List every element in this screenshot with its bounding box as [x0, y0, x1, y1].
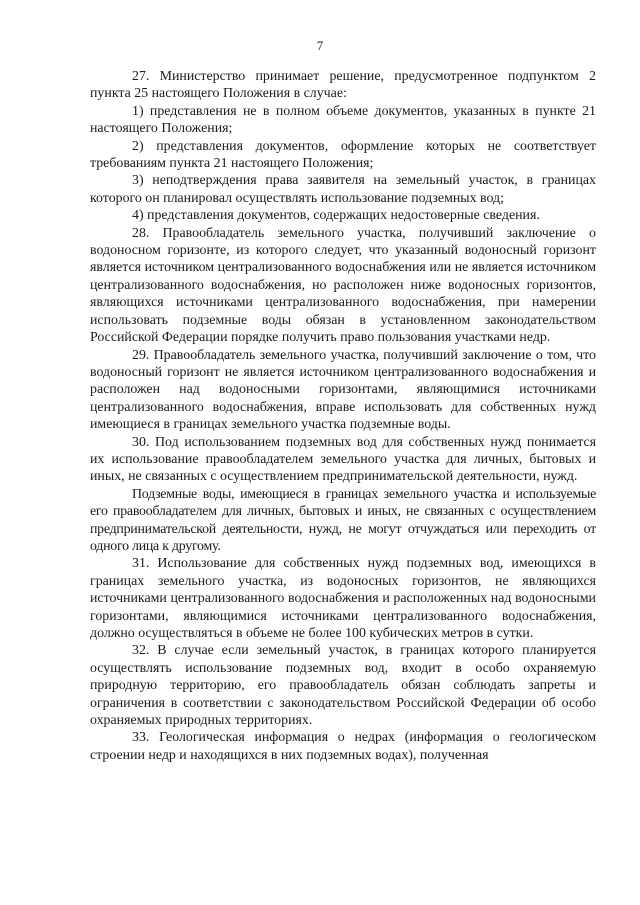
paragraph-28: 28. Правообладатель земельного участка, получивший заключение о водоносном горизонте, из которого следует, что указанный водоносный горизонт является источником централизованного водоснабжения или не является источником централизованного водоснабжения, но расположен ниже водоносных горизонтов, являющихся источниками централизованного водоснабжения, при намерении использовать подземные воды обязан в установленном законодательством Российской Федерации порядке получить право пользования участками недр. — [90, 225, 596, 346]
paragraph-27: 27. Министерство принимает решение, предусмотренное подпунктом 2 пункта 25 настоящего Положения в случае: — [90, 69, 596, 102]
paragraph-31: 31. Использование для собственных нужд подземных вод, имеющихся в границах земельного участка, из водоносных горизонтов, не являющихся источниками централизованного водоснабжения и расположенных над водоносными горизонтами, являющимися источниками централизованного водоснабжения, должно осуществляться в объеме не более 100 кубических метров в сутки. — [90, 556, 596, 641]
paragraph-27-item-1: 1) представления не в полном объеме документов, указанных в пункте 21 настоящего Положения; — [90, 103, 596, 137]
paragraph-27-item-2: 2) представления документов, оформление которых не соответствует требованиям пункта 21 настоящего Положения; — [90, 138, 596, 172]
paragraph-32: 32. В случае если земельный участок, в границах которого планируется осуществлять использование подземных вод, входит в особо охраняемую природную территорию, его правообладатель обязан соблюдать запреты и ограничения в соответствии с законодательством Российской Федерации об особо охраняемых природных территориях. — [90, 643, 596, 729]
document-body — [90, 68, 596, 764]
paragraph-27-item-4: 4) представления документов, содержащих недостоверные сведения. — [132, 208, 540, 224]
paragraph-33: 33. Геологическая информация о недрах (информация о геологическом строении недр и находящихся в них подземных водах), полученная — [90, 730, 596, 763]
paragraph-30-continuation: Подземные воды, имеющиеся в границах земельного участка и используемые его правообладателем для личных, бытовых и иных, не связанных с осуществлением предпринимательской деятельности, нужд, не могут отчуждаться или переходить от одного лица к другому. — [90, 486, 596, 554]
paragraph-30: 30. Под использованием подземных вод для собственных нужд понимается их использование правообладателем земельного участка для личных, бытовых и иных, не связанных с осуществлением предпринимательской деятельности, нужд. — [90, 434, 596, 485]
paragraph-29: 29. Правообладатель земельного участка, получивший заключение о том, что водоносный горизонт не является источником централизованного водоснабжения и расположен над водоносными горизонтами, являющимися источниками централизованного водоснабжения, вправе использовать для собственных нужд имеющиеся в границах земельного участка подземные воды. — [90, 347, 596, 433]
page-number: 7 — [316, 38, 324, 53]
paragraph-27-item-3: 3) неподтверждения права заявителя на земельный участок, в границах которого он планировал осуществлять использование подземных вод; — [90, 173, 596, 206]
